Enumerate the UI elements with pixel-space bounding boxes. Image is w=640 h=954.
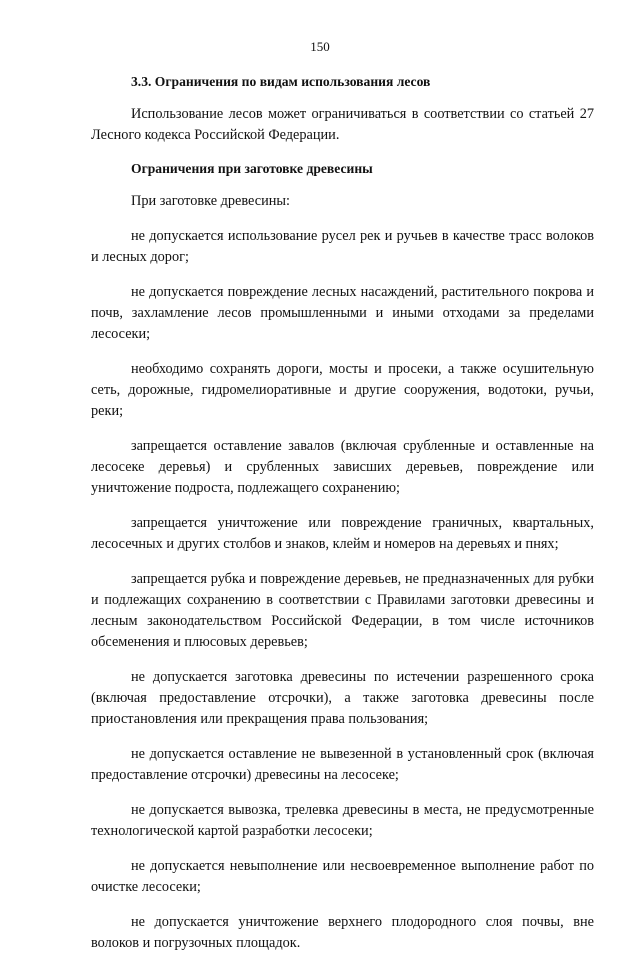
list-item: запрещается рубка и повреждение деревьев, не предназначенных для рубки и подлежащих сохранению в соответствии с Правилами заготовки древесины и лесным законодательством Российской Федерации, в том числе источников обсеменения и плюсовых деревьев;: [91, 571, 594, 650]
section-heading: 3.3. Ограничения по видам использования лесов: [131, 74, 431, 89]
list-item: не допускается невыполнение или несвоевременное выполнение работ по очистке лесосеки;: [91, 858, 594, 895]
page-number: 150: [310, 39, 330, 54]
list-item: не допускается оставление не вывезенной в установленный срок (включая предоставление отсрочки) древесины на лесосеке;: [91, 746, 594, 783]
list-item: не допускается заготовка древесины по истечении разрешенного срока (включая предоставление отсрочки), а также заготовка древесины после приостановления или прекращения права пользования;: [91, 669, 594, 727]
list-item: не допускается повреждение лесных насаждений, растительного покрова и почв, захламление лесов промышленными и иными отходами за пределами лесосеки;: [91, 284, 594, 342]
list-item: необходимо сохранять дороги, мосты и просеки, а также осушительную сеть, дорожные, гидромелиоративные и другие сооружения, водотоки, ручьи, реки;: [91, 361, 594, 419]
list-item: не допускается уничтожение верхнего плодородного слоя почвы, вне волоков и погрузочных площадок.: [91, 914, 594, 951]
list-item: запрещается уничтожение или повреждение граничных, квартальных, лесосечных и других столбов и знаков, клейм и номеров на деревьях и пнях;: [91, 515, 594, 552]
subsection-heading: Ограничения при заготовке древесины: [131, 161, 373, 176]
list-item: не допускается использование русел рек и ручьев в качестве трасс волоков и лесных дорог;: [91, 228, 594, 265]
list-intro: При заготовке древесины:: [131, 193, 290, 209]
page-content: [91, 71, 594, 954]
list-item: запрещается оставление завалов (включая срубленные и оставленные на лесосеке деревья) и срубленных зависших деревьев, повреждение или уничтожение подроста, подлежащего сохранению;: [91, 438, 594, 496]
intro-paragraph: Использование лесов может ограничиваться в соответствии со статьей 27 Лесного кодекса Российской Федерации.: [91, 106, 594, 143]
list-item: не допускается вывозка, трелевка древесины в места, не предусмотренные технологической картой разработки лесосеки;: [91, 802, 594, 839]
